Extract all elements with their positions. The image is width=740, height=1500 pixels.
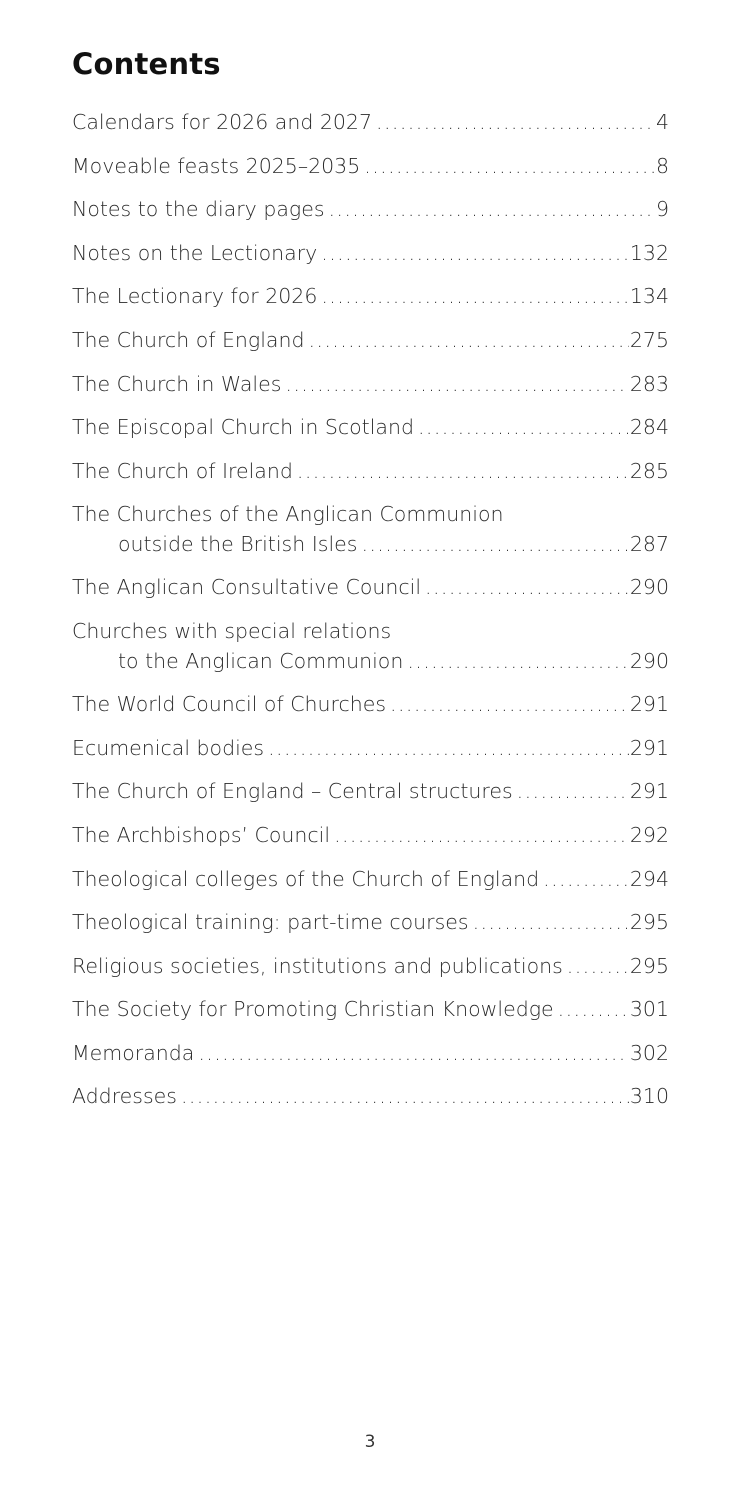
toc-row <box>72 530 669 560</box>
dot-leader <box>473 908 629 938</box>
toc-entry-page: 290 <box>629 648 669 673</box>
toc-entry-title: Memoranda <box>72 1040 195 1065</box>
toc-row <box>72 995 669 1025</box>
toc-entry-title: Notes to the diary pages <box>72 197 325 222</box>
toc-row <box>72 370 669 400</box>
dot-leader <box>567 952 629 982</box>
toc-row <box>72 108 669 138</box>
toc-entry-title: The World Council of Churches <box>72 692 387 717</box>
toc-entry-page: 134 <box>629 284 669 309</box>
toc-entry-title: The Archbishops’ Council <box>72 822 331 847</box>
toc-entry-title: Theological training: part-time courses <box>72 910 469 935</box>
dot-leader <box>364 152 655 182</box>
toc-entry-lead: Churches with special relations <box>72 619 392 644</box>
toc-entry[interactable] <box>72 617 669 676</box>
toc-row <box>72 1039 669 1069</box>
dot-leader <box>418 413 629 443</box>
toc-entry[interactable] <box>72 995 669 1025</box>
page-title: Contents <box>72 47 221 81</box>
dot-leader <box>390 690 629 720</box>
toc-entry[interactable] <box>72 152 669 182</box>
toc-entry[interactable] <box>72 908 669 938</box>
toc-entry-page: 301 <box>629 997 669 1022</box>
dot-leader <box>407 647 629 677</box>
dot-leader <box>198 1039 628 1069</box>
toc-entry[interactable] <box>72 195 669 225</box>
toc-entry[interactable] <box>72 821 669 851</box>
toc-entry-page: 294 <box>629 866 669 891</box>
toc-entry[interactable] <box>72 282 669 312</box>
toc-entry-title: The Church of England <box>72 327 305 352</box>
toc-entry-page: 287 <box>629 531 669 556</box>
dot-leader <box>376 108 655 138</box>
dot-leader <box>309 326 629 356</box>
dot-leader <box>321 239 629 269</box>
dot-leader <box>517 777 629 807</box>
toc-entry-page: 295 <box>629 953 669 978</box>
dot-leader <box>543 865 629 895</box>
dot-leader <box>321 282 628 312</box>
dot-leader <box>297 457 629 487</box>
toc-entry-title: Theological colleges of the Church of England <box>72 866 540 891</box>
dot-leader <box>425 573 629 603</box>
toc-entry-page: 290 <box>629 575 669 600</box>
toc-entry-page: 295 <box>629 910 669 935</box>
toc-entry-page: 283 <box>629 371 669 396</box>
toc-entry[interactable] <box>72 500 669 559</box>
toc-entry[interactable] <box>72 413 669 443</box>
toc-row <box>72 690 669 720</box>
toc-row <box>72 1082 669 1112</box>
toc-entry-title: Calendars for 2026 and 2027 <box>72 110 373 134</box>
dot-leader <box>361 530 628 560</box>
toc-entry-title: outside the British Isles <box>118 531 358 556</box>
toc-entry-title: The Church of England – Central structures <box>72 779 513 804</box>
dot-leader <box>181 1082 629 1112</box>
toc-row <box>72 326 669 356</box>
toc-entry[interactable] <box>72 952 669 982</box>
toc-entry[interactable] <box>72 690 669 720</box>
toc-entry-title: Ecumenical bodies <box>72 735 265 760</box>
toc-entry-page: 291 <box>629 779 669 804</box>
toc-entry-page: 302 <box>629 1040 669 1065</box>
toc-entry-page: 132 <box>629 240 669 265</box>
toc-entry[interactable] <box>72 239 669 269</box>
dot-leader <box>329 195 655 225</box>
toc-entry-title: to the Anglican Communion <box>118 648 404 673</box>
toc-entry-page: 292 <box>629 822 669 847</box>
toc-row <box>72 908 669 938</box>
toc-entry[interactable] <box>72 865 669 895</box>
toc-entry[interactable] <box>72 1039 669 1069</box>
toc-row <box>72 195 669 225</box>
toc-entry-page: 275 <box>629 327 669 352</box>
toc-entry-page: 9 <box>655 197 669 222</box>
toc-entry-title: Moveable feasts 2025–2035 <box>72 153 361 178</box>
toc-entry-title: The Episcopal Church in Scotland <box>72 415 414 440</box>
toc-entry-page: 4 <box>655 110 669 134</box>
toc-entry-title: The Society for Promoting Christian Knowledge <box>72 997 554 1022</box>
table-of-contents <box>72 108 669 1126</box>
toc-row <box>72 865 669 895</box>
toc-entry[interactable] <box>72 1082 669 1112</box>
toc-row <box>72 821 669 851</box>
toc-row <box>72 413 669 443</box>
toc-entry-page: 8 <box>655 153 669 178</box>
toc-entry-page: 291 <box>629 735 669 760</box>
toc-row <box>72 952 669 982</box>
toc-entry-title: The Church of Ireland <box>72 458 293 483</box>
toc-entry-page: 285 <box>629 458 669 483</box>
toc-entry-lead: The Churches of the Anglican Communion <box>72 502 504 527</box>
toc-entry-title: The Church in Wales <box>72 371 282 396</box>
dot-leader <box>334 821 629 851</box>
toc-entry[interactable] <box>72 573 669 603</box>
toc-entry[interactable] <box>72 370 669 400</box>
toc-row <box>72 777 669 807</box>
toc-entry[interactable] <box>72 326 669 356</box>
toc-entry-title: Addresses <box>72 1084 177 1109</box>
toc-row <box>72 573 669 603</box>
toc-row <box>72 239 669 269</box>
toc-row <box>72 282 669 312</box>
toc-row <box>72 647 669 677</box>
toc-entry-title: The Anglican Consultative Council <box>72 575 422 600</box>
dot-leader <box>268 734 629 764</box>
toc-row <box>72 152 669 182</box>
toc-entry[interactable] <box>72 734 669 764</box>
toc-entry-page: 310 <box>629 1084 669 1109</box>
toc-row <box>72 457 669 487</box>
toc-entry[interactable] <box>72 457 669 487</box>
dot-leader <box>285 370 628 400</box>
toc-entry[interactable] <box>72 108 669 138</box>
toc-entry-title: Religious societies, institutions and publications <box>72 953 563 978</box>
dot-leader <box>558 995 629 1025</box>
toc-entry-page: 284 <box>629 415 669 440</box>
toc-row <box>72 734 669 764</box>
toc-entry-page: 291 <box>629 692 669 717</box>
toc-entry-title: Notes on the Lectionary <box>72 240 318 265</box>
page-number: 3 <box>364 1432 376 1452</box>
toc-entry[interactable] <box>72 777 669 807</box>
toc-entry-title: The Lectionary for 2026 <box>72 284 318 309</box>
